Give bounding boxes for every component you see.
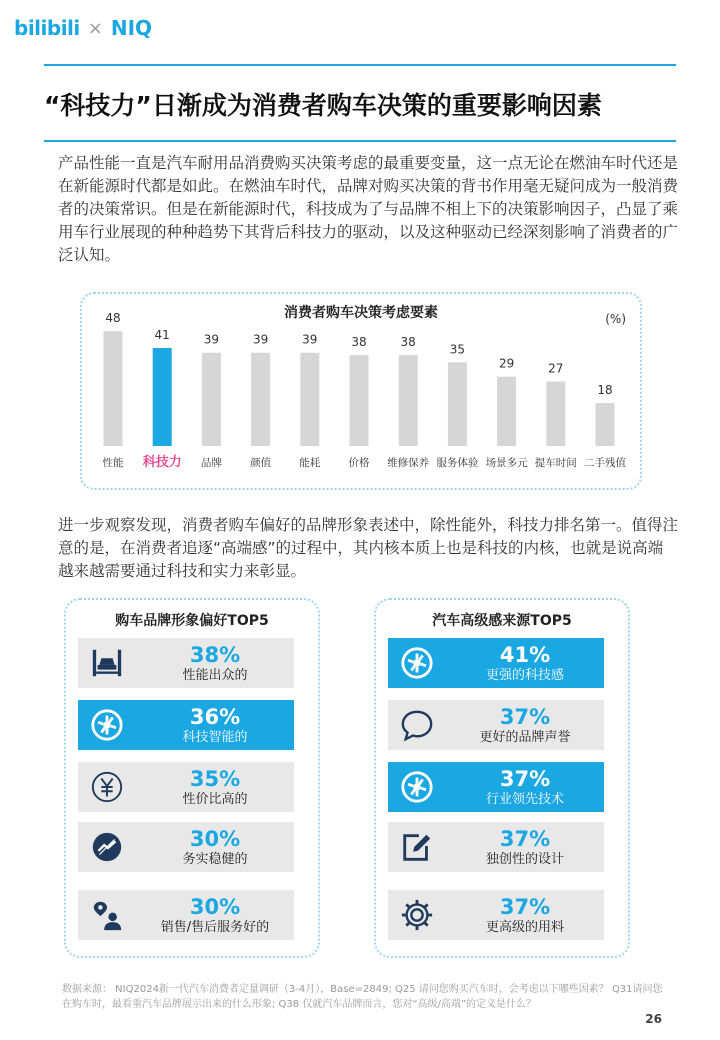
yuan-coin-icon (78, 770, 136, 804)
row-percentage: 30% (189, 894, 241, 919)
bar-value-label: 18 (597, 382, 613, 397)
car-lift-icon (78, 646, 136, 680)
row-percentage: 37% (499, 766, 551, 791)
card-right-row (388, 822, 604, 872)
bar-提车时间 (546, 381, 565, 446)
row-percentage: 41% (499, 642, 551, 667)
gear-icon (388, 898, 446, 932)
edit-icon (388, 830, 446, 864)
category-label: 服务体验 (436, 457, 479, 469)
row-label: 更高级的用料 (485, 919, 564, 935)
card-premium-source-title: 汽车高级感来源TOP5 (432, 613, 572, 629)
bar-value-label: 38 (351, 335, 367, 350)
card-right-row (388, 700, 604, 750)
bar-二手残值 (596, 403, 615, 446)
bar-value-label: 29 (498, 356, 515, 371)
card-left-row (78, 890, 294, 940)
speech-bubble-icon (388, 708, 446, 742)
logo-row (14, 16, 152, 40)
category-label: 品牌 (200, 457, 222, 469)
bar-场景多元 (497, 377, 516, 446)
category-label: 维修保养 (387, 457, 430, 469)
bar-chart (82, 294, 640, 488)
bar-服务体验 (448, 362, 467, 446)
wheel-icon (388, 770, 446, 804)
bar-value-label: 27 (548, 361, 564, 376)
shield-handshake-icon (78, 830, 136, 864)
niq-logo: NIQ (110, 16, 153, 40)
row-percentage: 37% (499, 826, 551, 851)
card-right-row (388, 762, 604, 812)
card-left-row (78, 638, 294, 688)
row-label: 更强的科技感 (485, 667, 564, 683)
intro-paragraph: 产品性能一直是汽车耐用品消费购买决策考虑的最重要变量，这一点无论在燃油车时代还是在新能源时代都是如此。在燃油车时代，品牌对购买决策的背书作用毫无疑问成为一般消费者的决策常识。但是在新能源时代，科技成为了与品牌不相上下的决策影响因子，凸显了乘用车行业展现的种种趋势下其背后科技力的驱动，以及这种驱动已经深刻影响了消费者的广泛认知。 (58, 154, 679, 264)
bar-value-label: 39 (252, 332, 269, 347)
row-percentage: 38% (189, 642, 241, 667)
row-label: 销售/售后服务好的 (160, 919, 270, 935)
bar-value-label: 38 (400, 335, 416, 350)
bar-value-label: 39 (302, 332, 318, 347)
row-label: 性能出众的 (182, 667, 248, 683)
category-label: 提车时间 (534, 457, 577, 469)
category-label: 二手残值 (584, 457, 626, 469)
row-label: 独创性的设计 (485, 851, 564, 867)
bilibili-logo: bilibili (14, 16, 80, 40)
row-label: 性价比高的 (182, 791, 248, 807)
bar-科技力 (153, 348, 172, 446)
chart-box (80, 292, 642, 490)
title-rule-top (44, 64, 676, 66)
row-percentage: 36% (189, 704, 241, 729)
bar-维修保养 (399, 355, 418, 446)
logo-separator: × (87, 17, 103, 39)
bar-value-label: 48 (105, 311, 121, 326)
card-premium-source (374, 598, 630, 958)
data-source-note: 数据来源： NIQ2024新一代汽车消费者定量调研（3-4月），Base=2849; Q25 请问您购买汽车时，会考虑以下哪些因素？ Q31请问您在购车时，最看重汽车品牌展示出来的什么形象; Q38 仅就汽车品牌而言，您对“高级/高端”的定义是什么？ (62, 984, 663, 1010)
row-label: 务实稳健的 (182, 851, 248, 867)
category-label: 科技力 (142, 455, 182, 470)
card-brand-image (64, 598, 320, 958)
bar-value-label: 41 (154, 327, 170, 342)
bar-性能 (104, 331, 123, 446)
row-label: 更好的品牌声誉 (479, 729, 571, 745)
chart-unit: (%) (605, 312, 626, 326)
bar-能耗 (300, 353, 319, 446)
bar-value-label: 39 (203, 332, 220, 347)
customer-service-icon (78, 898, 136, 932)
page-title: “科技力”日渐成为消费者购车决策的重要影响因素 (44, 91, 602, 120)
card-right-row (388, 890, 604, 940)
wheel-icon (388, 646, 446, 680)
row-percentage: 37% (499, 704, 551, 729)
category-label: 性能 (102, 457, 124, 469)
bar-价格 (350, 355, 369, 446)
row-percentage: 30% (189, 826, 241, 851)
card-brand-image-title: 购车品牌形象偏好TOP5 (115, 613, 269, 629)
card-right-row (388, 638, 604, 688)
page-number: 26 (645, 1012, 662, 1026)
row-percentage: 37% (499, 894, 551, 919)
finding-paragraph: 进一步观察发现，消费者购车偏好的品牌形象表述中，除性能外，科技力排名第一。值得注意的是，在消费者追逐“高端感”的过程中，其内核本质上也是科技的内核，也就是说高端越来越需要通过科技和实力来彰显。 (58, 516, 679, 580)
wheel-icon (78, 708, 136, 742)
title-rule-bottom (44, 140, 676, 142)
category-label: 能耗 (299, 457, 321, 469)
row-label: 行业领先技术 (485, 791, 564, 807)
row-percentage: 35% (189, 766, 241, 791)
bar-品牌 (202, 353, 221, 446)
bar-value-label: 35 (449, 342, 466, 357)
card-left-row (78, 762, 294, 812)
card-left-row (78, 822, 294, 872)
category-label: 场景多元 (485, 457, 528, 469)
category-label: 颜值 (250, 457, 272, 469)
bar-颜值 (251, 353, 270, 446)
category-label: 价格 (348, 457, 370, 469)
row-label: 科技智能的 (182, 729, 248, 745)
card-left-row (78, 700, 294, 750)
chart-title: 消费者购车决策考虑要素 (284, 305, 438, 321)
